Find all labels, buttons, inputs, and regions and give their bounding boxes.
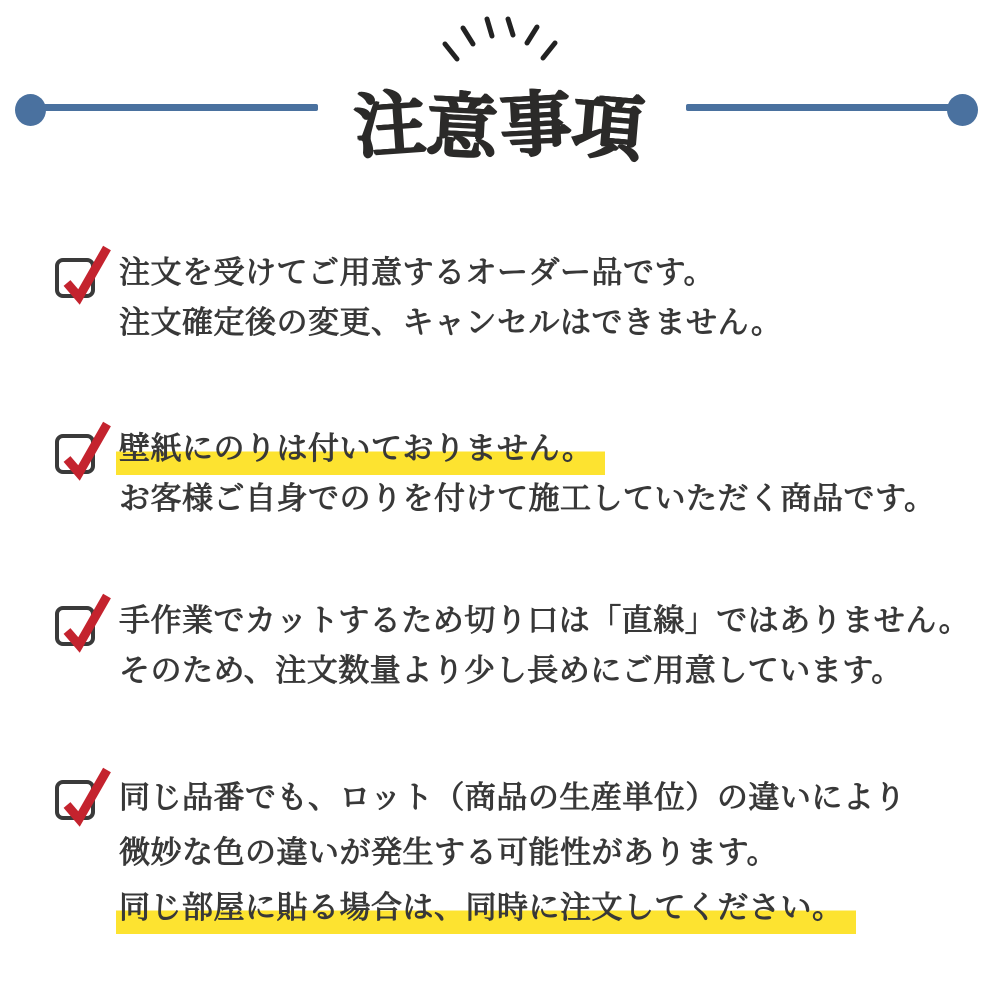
notice-text xyxy=(119,424,936,524)
checkbox-checked-icon xyxy=(55,258,95,298)
notice-item xyxy=(55,596,985,696)
notice-line xyxy=(119,424,936,474)
checkbox-checked-icon xyxy=(55,434,95,474)
burst-rays-icon xyxy=(438,12,562,64)
notice-item xyxy=(55,424,985,524)
checkbox-checked-icon xyxy=(55,606,95,646)
checkbox-checked-icon xyxy=(55,780,95,820)
notice-line: 同じ品番でも、ロット（商品の生産単位）の違いにより xyxy=(119,780,906,815)
notice-text xyxy=(119,596,970,696)
divider-dot-right xyxy=(947,94,978,126)
notice-item xyxy=(55,248,985,348)
notice-line: 注文確定後の変更、キャンセルはできません。 xyxy=(119,305,783,340)
notice-line: 手作業でカットするため切り口は「直線」ではありません。 xyxy=(119,603,971,638)
notice-text xyxy=(119,248,782,348)
notice-line: そのため、注文数量より少し長めにご用意しています。 xyxy=(119,653,903,688)
notice-line xyxy=(119,880,906,935)
notice-line: お客様ご自身でのりを付けて施工していただく商品です。 xyxy=(119,481,936,516)
divider-line-right xyxy=(686,104,964,111)
notice-line: 微妙な色の違いが発生する可能性があります。 xyxy=(119,835,779,870)
notice-text xyxy=(119,770,906,935)
notice-line: 注文を受けてご用意するオーダー品です。 xyxy=(119,255,716,290)
highlighted-text: 同じ部屋に貼る場合は、同時に注文してください。 xyxy=(116,890,856,934)
notice-item xyxy=(55,770,985,935)
highlighted-text: 壁紙にのりは付いておりません。 xyxy=(116,431,605,475)
page-title: 注意事項 xyxy=(351,83,649,171)
